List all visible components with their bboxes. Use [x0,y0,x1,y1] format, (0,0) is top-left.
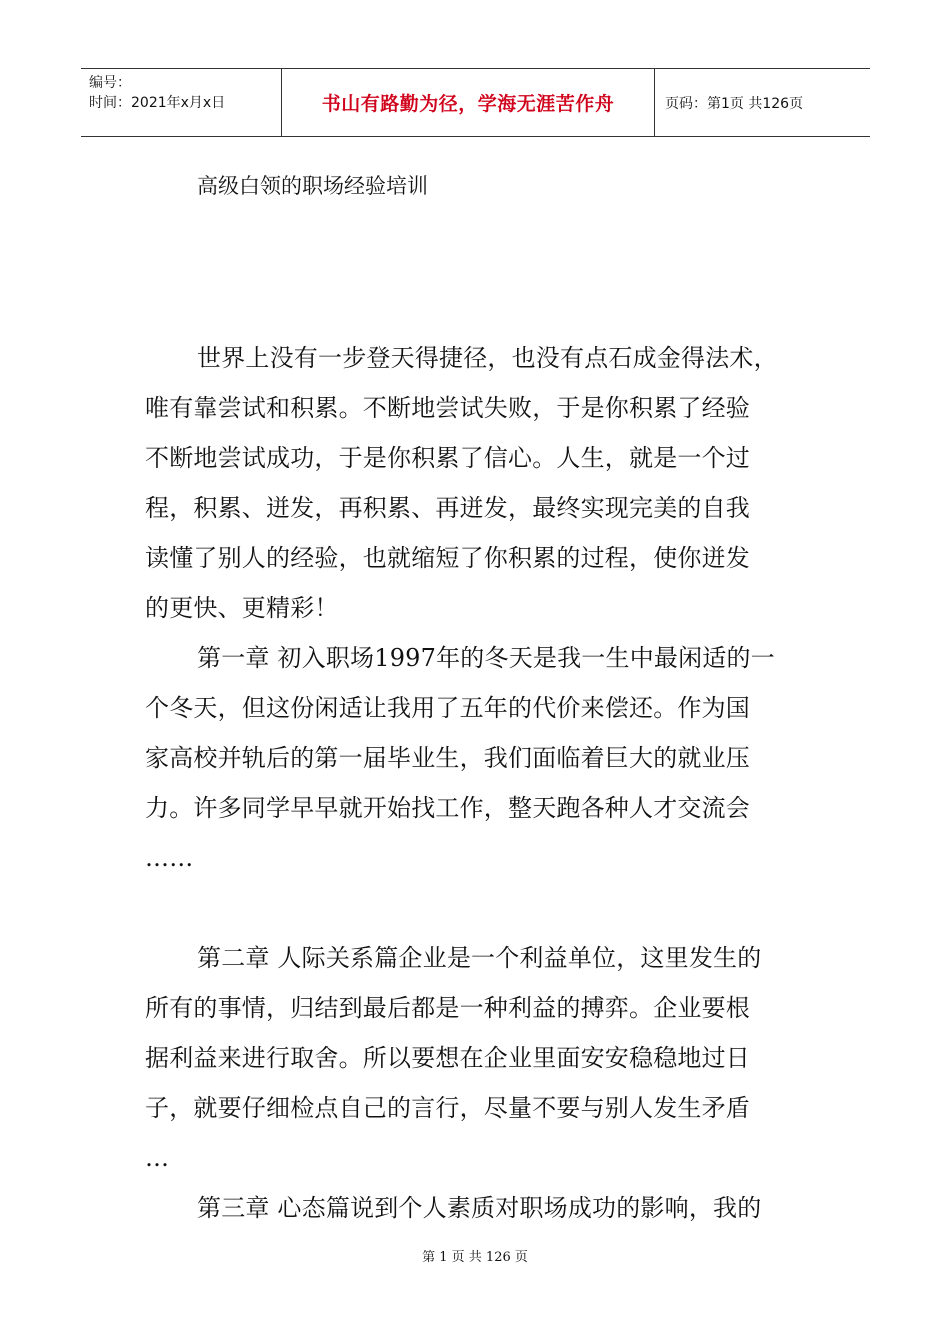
header-motto-cell [282,69,655,136]
chapter-one-line: 第一章 初入职场1997年的冬天是我一生中最闲适的一 [197,644,775,672]
document-title: 高级白领的职场经验培训 [197,174,428,198]
body-line: 所有的事情，归结到最后都是一种利益的搏弈。企业要根 [145,994,750,1022]
footer-page-number: 第 1 页 共 126 页 [422,1250,528,1265]
header-meta-cell [81,69,282,136]
ellipsis-line: …… [145,844,194,872]
document-body [145,333,815,1233]
document-header [81,68,870,137]
body-line: 的更快、更精彩！ [145,594,339,622]
page-info: 页码：第1页 共126页 [665,95,804,112]
body-line: 个冬天，但这份闲适让我用了五年的代价来偿还。作为国 [145,694,750,722]
time-label: 时间：2021年x月x日 [89,95,226,111]
motto-text: 书山有路勤为径，学海无涯苦作舟 [321,93,615,115]
body-line: 唯有靠尝试和积累。不断地尝试失败，于是你积累了经验 [145,394,750,422]
body-line: 读懂了别人的经验，也就缩短了你积累的过程，使你迸发 [145,544,750,572]
body-line: 世界上没有一步登天得捷径，也没有点石成金得法术， [197,344,778,372]
page-footer [0,1246,950,1265]
chapter-three-line: 第三章 心态篇说到个人素质对职场成功的影响，我的 [197,1194,762,1222]
body-line: 程，积累、迸发，再积累、再迸发，最终实现完美的自我 [145,494,750,522]
number-label: 编号： [89,75,131,91]
body-line: 力。许多同学早早就开始找工作，整天跑各种人才交流会 [145,794,750,822]
body-line: 不断地尝试成功，于是你积累了信心。人生，就是一个过 [145,444,750,472]
body-line: 据利益来进行取舍。所以要想在企业里面安安稳稳地过日 [145,1044,750,1072]
ellipsis-line: … [145,1144,170,1172]
header-page-cell [655,69,870,136]
body-line: 子，就要仔细检点自己的言行，尽量不要与别人发生矛盾 [145,1094,750,1122]
chapter-two-line: 第二章 人际关系篇企业是一个利益单位，这里发生的 [197,944,762,972]
body-line: 家高校并轨后的第一届毕业生，我们面临着巨大的就业压 [145,744,750,772]
